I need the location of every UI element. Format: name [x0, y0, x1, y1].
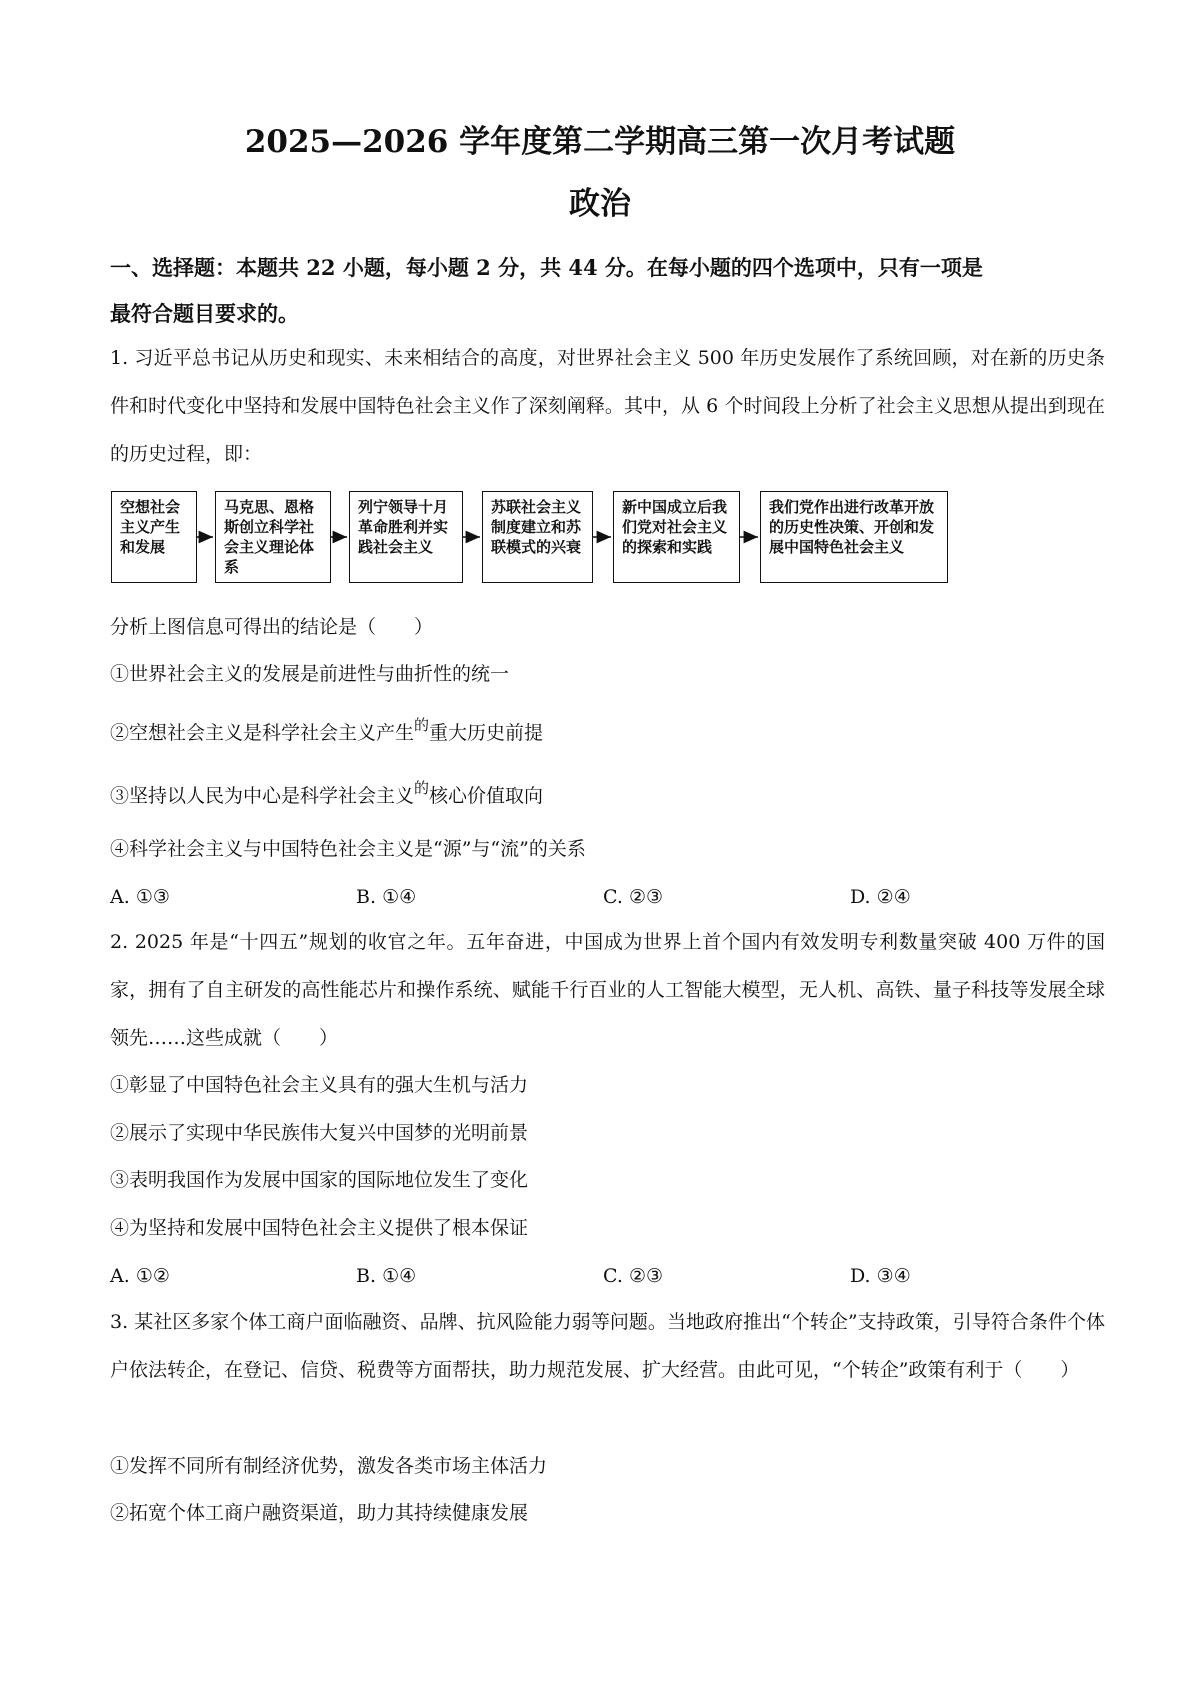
q1-option-2	[110, 718, 1100, 749]
q2-option-3: ③表明我国作为发展中国家的国际地位发生了变化	[110, 1169, 529, 1191]
q1-stem: 1. 习近平总书记从历史和现实、未来相结合的高度，对世界社会主义 500 年历史发展作了系统回顾，对在新的历史条件和时代变化中坚持和发展中国特色社会主义作了深刻阐释。其中，从 6 个时间段上分析了社会主义思想从提出到现在的历史过程，即：	[110, 347, 1105, 465]
choice-value: ①④	[382, 886, 417, 908]
section-heading	[110, 245, 1100, 337]
q1-choice-c[interactable]	[603, 882, 663, 912]
choice-label: A.	[110, 886, 130, 908]
choice-label: B.	[356, 1265, 377, 1287]
q2-option-1: ①彰显了中国特色社会主义具有的强大生机与活力	[110, 1074, 529, 1096]
choice-label: C.	[603, 1265, 623, 1287]
flow-box-5: 新中国成立后我们党对社会主义的探索和实践	[613, 491, 740, 583]
choice-value: ②③	[628, 1265, 664, 1287]
flow-box-6: 我们党作出进行改革开放的历史性决策、开创和发展中国特色社会主义	[760, 491, 948, 583]
flow-box-1: 空想社会主义产生和发展	[111, 491, 197, 583]
choice-label: A.	[110, 1265, 130, 1287]
page-title: 2025—2026 学年度第二学期高三第一次月考试题	[244, 124, 956, 160]
choice-label: C.	[603, 886, 623, 908]
q1-choice-b[interactable]	[356, 882, 416, 912]
q1-option-1: ①世界社会主义的发展是前进性与曲折性的统一	[110, 663, 510, 685]
flow-box-3: 列宁领导十月革命胜利并实践社会主义	[349, 491, 463, 583]
q2-choice-b[interactable]	[356, 1261, 416, 1291]
q1-prompt: 分析上图信息可得出的结论是（ ）	[110, 616, 434, 638]
q3-option-2: ②拓宽个体工商户融资渠道，助力其持续健康发展	[110, 1502, 529, 1524]
q1-option-3-text-b: 核心价值取向	[429, 785, 544, 807]
q3-option-1: ①发挥不同所有制经济优势，激发各类市场主体活力	[110, 1455, 548, 1477]
q1-option-3	[110, 781, 1100, 812]
q1-choices	[110, 882, 1100, 912]
q1-option-2-sup: 的	[414, 716, 430, 734]
q1-option-2-text-a: ②空想社会主义是科学社会主义产生	[110, 722, 415, 744]
choice-label: D.	[850, 1265, 871, 1287]
q2-choice-a[interactable]	[110, 1261, 170, 1291]
q1-option-4: ④科学社会主义与中国特色社会主义是“源”与“流”的关系	[110, 838, 586, 860]
choice-value: ②③	[628, 886, 664, 908]
q2-option-2: ②展示了实现中华民族伟大复兴中国梦的光明前景	[110, 1122, 529, 1144]
q3-stem: 3. 某社区多家个体工商户面临融资、品牌、抗风险能力弱等问题。当地政府推出“个转企”支持政策，引导符合条件个体户依法转企，在登记、信贷、税费等方面帮扶，助力规范发展、扩大经营。由此可见，“个转企”政策有利于（ ）	[110, 1311, 1105, 1381]
choice-value: ①②	[135, 1265, 170, 1287]
q2-stem: 2. 2025 年是“十四五”规划的收官之年。五年奋进，中国成为世界上首个国内有效发明专利数量突破 400 万件的国家，拥有了自主研发的高性能芯片和操作系统、赋能千行百业的人工智能大模型，无人机、高铁、量子科技等发展全球领先……这些成就（ ）	[110, 931, 1105, 1049]
q1-option-3-text-a: ③坚持以人民为中心是科学社会主义	[110, 785, 415, 807]
choice-label: D.	[850, 886, 871, 908]
flow-box-4: 苏联社会主义制度建立和苏联模式的兴衰	[482, 491, 593, 583]
q1-choice-a[interactable]	[110, 882, 170, 912]
q1-option-2-text-b: 重大历史前提	[429, 722, 544, 744]
q2-choice-d[interactable]	[850, 1261, 911, 1291]
q2-choices	[110, 1261, 1100, 1291]
section-heading-line1: 一、选择题：本题共 22 小题，每小题 2 分，共 44 分。在每小题的四个选项中，只有一项是	[110, 255, 983, 280]
choice-label: B.	[356, 886, 377, 908]
page-subject: 政治	[569, 186, 631, 222]
q1-choice-d[interactable]	[850, 882, 911, 912]
section-heading-line2: 最符合题目要求的。	[110, 301, 299, 326]
choice-value: ②④	[876, 886, 911, 908]
q2-option-4: ④为坚持和发展中国特色社会主义提供了根本保证	[110, 1217, 529, 1239]
choice-value: ③④	[876, 1265, 911, 1287]
choice-value: ①④	[382, 1265, 417, 1287]
choice-value: ①③	[135, 886, 170, 908]
flow-box-2: 马克思、恩格斯创立科学社会主义理论体系	[215, 491, 331, 583]
q1-option-3-sup: 的	[414, 779, 430, 797]
q2-choice-c[interactable]	[603, 1261, 663, 1291]
